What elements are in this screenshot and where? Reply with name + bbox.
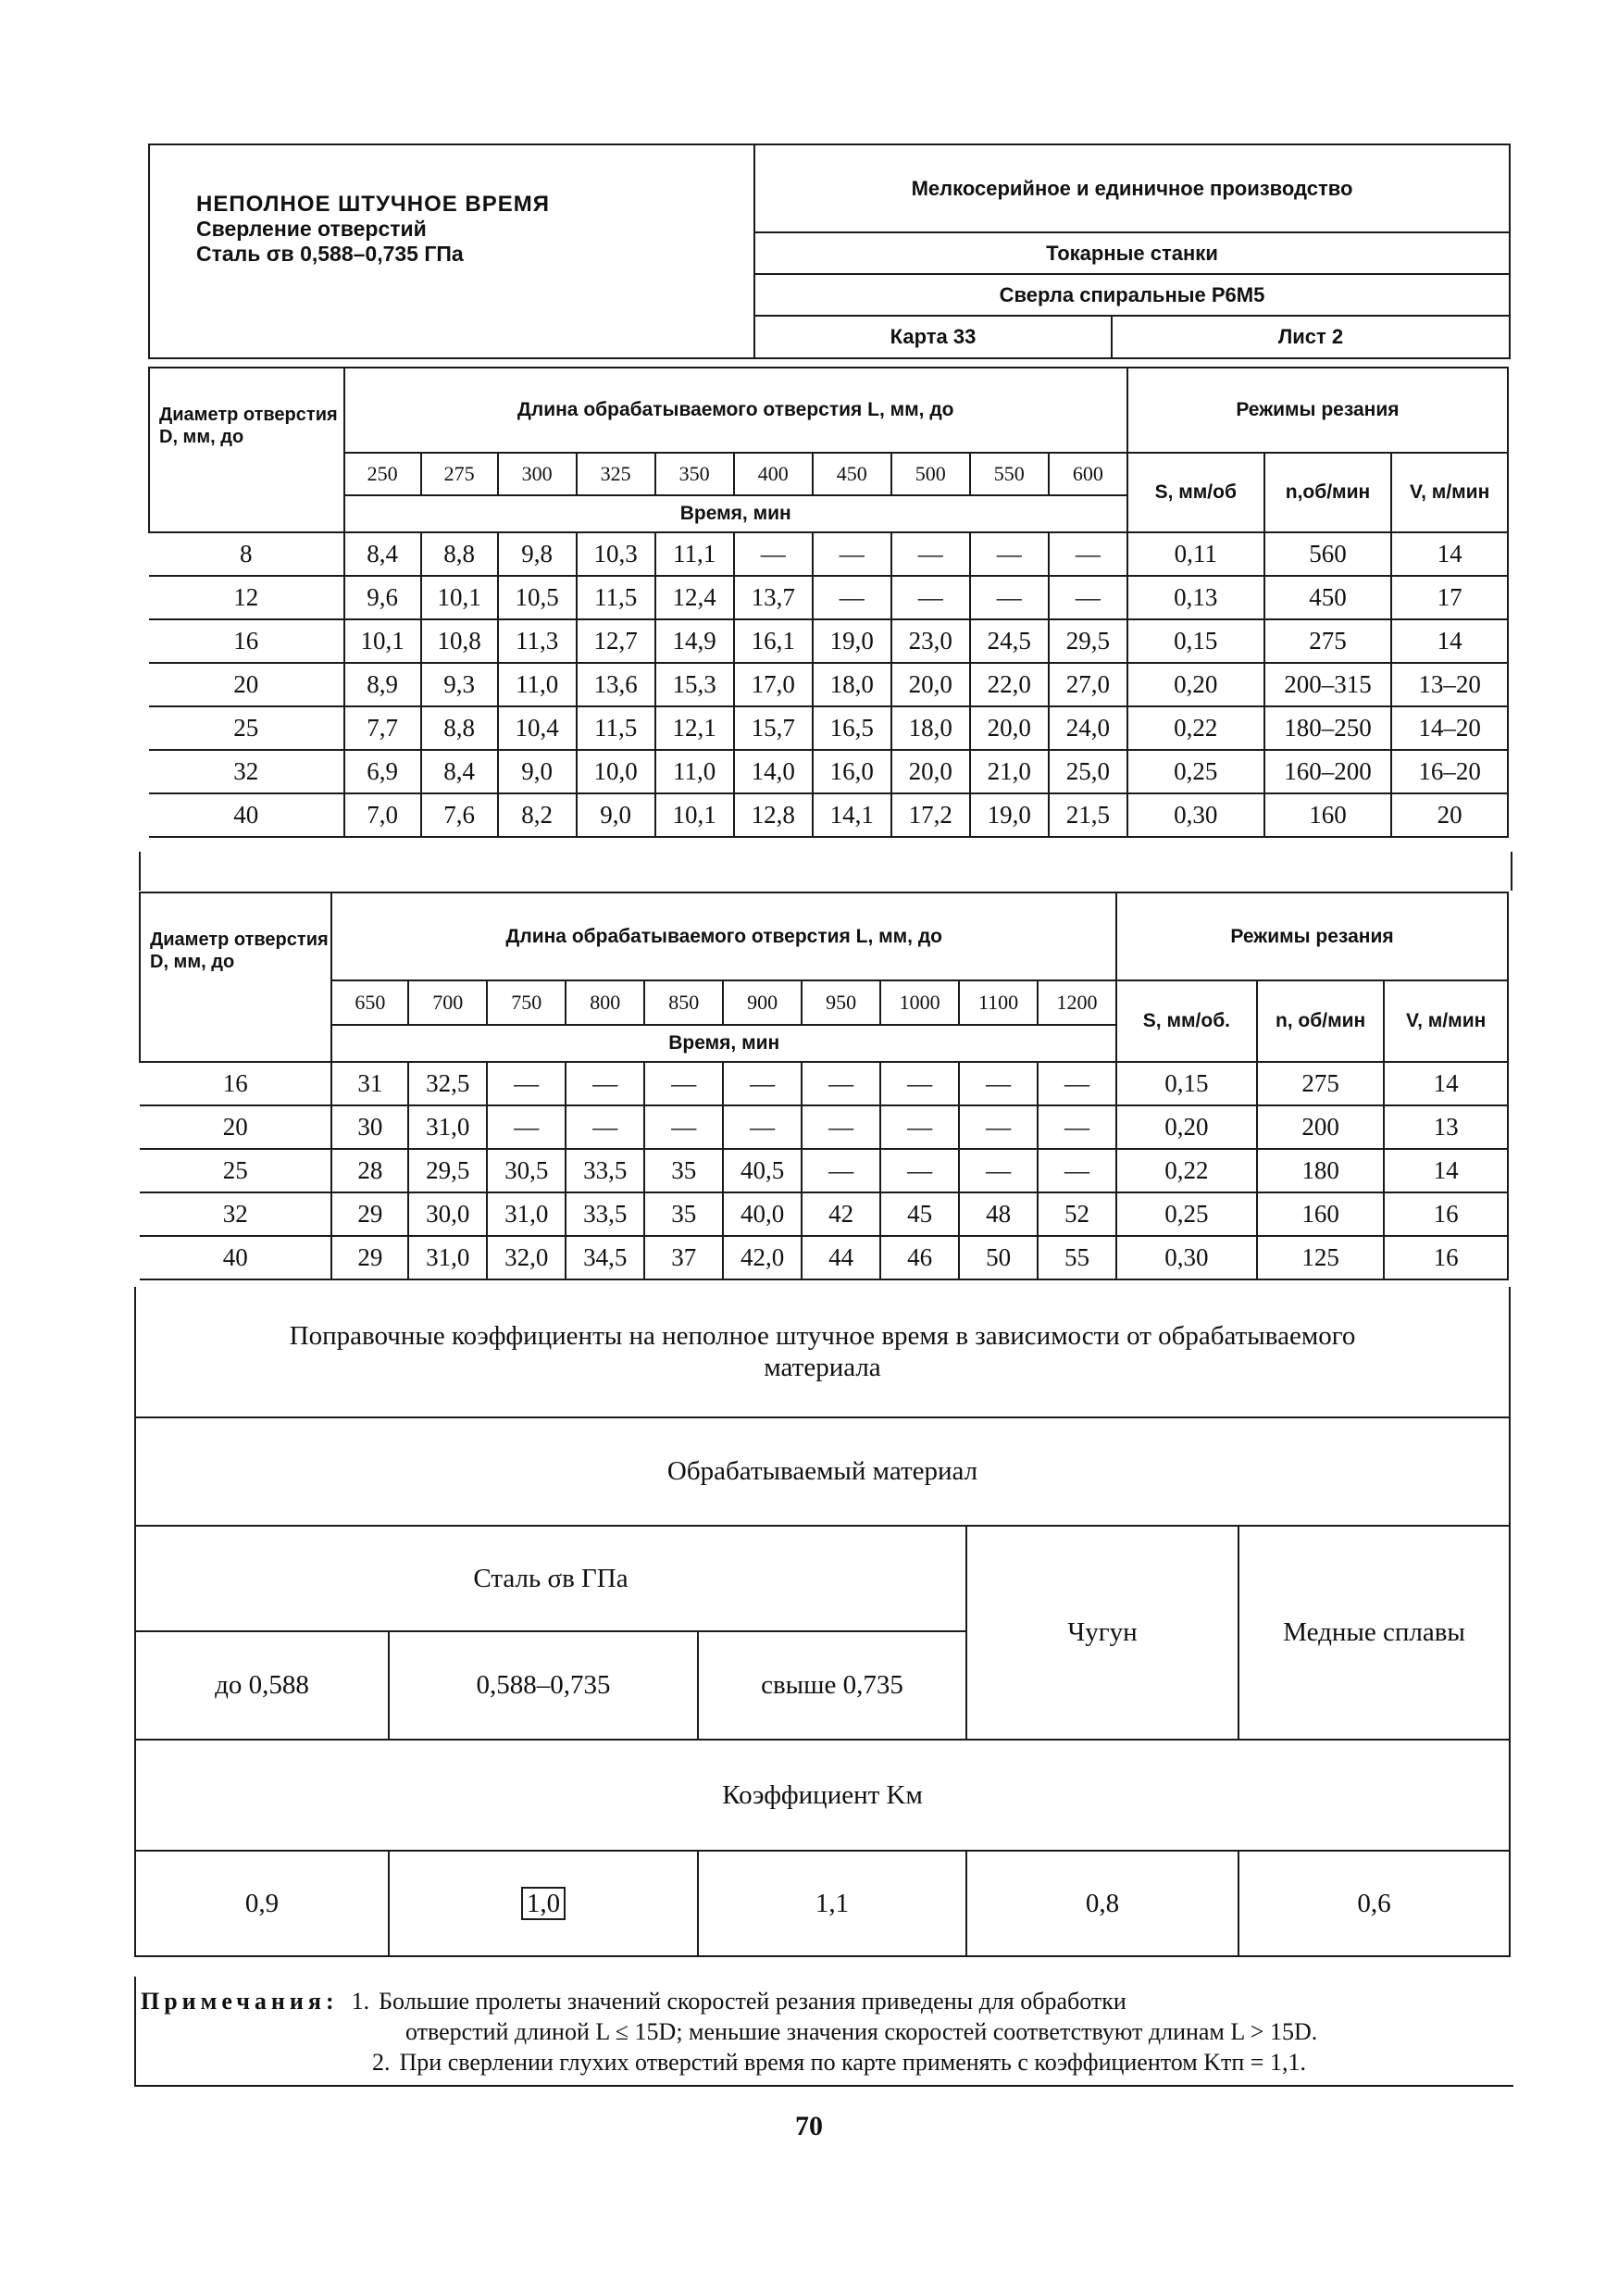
time-cell: 42 [802, 1192, 880, 1236]
time-cell: 14,0 [734, 750, 813, 793]
time-cell: — [566, 1105, 644, 1149]
diameter-cell: 25 [140, 1149, 331, 1192]
time-cell: — [880, 1062, 959, 1105]
time-cell: 10,1 [421, 576, 498, 619]
diameter-cell: 32 [140, 1192, 331, 1236]
time-cell: 8,4 [344, 532, 421, 576]
time-cell: 45 [880, 1192, 959, 1236]
length-col: 300 [498, 453, 577, 495]
mode-cell: 20 [1391, 793, 1508, 837]
sheet-number: Лист 2 [1112, 316, 1510, 358]
time-cell: 15,7 [734, 706, 813, 750]
time-cell: 9,0 [577, 793, 655, 837]
mode-cell: 0,15 [1116, 1062, 1257, 1105]
feed-col: S, мм/об. [1116, 980, 1257, 1062]
diameter-cell: 16 [140, 1062, 331, 1105]
note-1-line-1: Большие пролеты значений скоростей резания приведены для обработки [379, 1988, 1126, 2015]
mode-cell: 14 [1391, 619, 1508, 663]
length-col: 1100 [959, 980, 1038, 1025]
time-cell: — [1038, 1105, 1116, 1149]
time-cell: 12,4 [655, 576, 734, 619]
time-cell: — [723, 1062, 802, 1105]
mode-cell: 0,20 [1116, 1105, 1257, 1149]
mode-cell: 13 [1384, 1105, 1508, 1149]
mode-cell: 160 [1257, 1192, 1385, 1236]
time-cell: 10,1 [344, 619, 421, 663]
time-cell: 33,5 [566, 1149, 644, 1192]
mode-cell: 0,13 [1127, 576, 1264, 619]
time-cell: 16,0 [813, 750, 891, 793]
steel-col: 0,588–0,735 [389, 1631, 698, 1740]
time-cell: 44 [802, 1236, 880, 1279]
time-cell: 16,5 [813, 706, 891, 750]
time-cell: 7,6 [421, 793, 498, 837]
time-cell: 8,2 [498, 793, 577, 837]
table-row [149, 576, 1508, 619]
steel-col: свыше 0,735 [698, 1631, 966, 1740]
time-cell: 17,2 [891, 793, 970, 837]
coef-title: Поправочные коэффициенты на неполное штучное время в зависимости от обрабатываемого материала [135, 1287, 1510, 1417]
diameter-header: Диаметр отверстия D, мм, до [149, 368, 344, 532]
length-col: 850 [644, 980, 723, 1025]
coef-value: 0,6 [1238, 1851, 1510, 1956]
time-cell: 19,0 [813, 619, 891, 663]
table-row [149, 706, 1508, 750]
mode-cell: 200–315 [1264, 663, 1392, 706]
time-cell: — [813, 532, 891, 576]
length-col: 900 [723, 980, 802, 1025]
time-cell: 11,5 [577, 576, 655, 619]
time-cell: 29,5 [1049, 619, 1127, 663]
mode-cell: 0,25 [1116, 1192, 1257, 1236]
time-cell: 18,0 [813, 663, 891, 706]
time-cell: 12,1 [655, 706, 734, 750]
time-cell: 6,9 [344, 750, 421, 793]
time-cell: 9,0 [498, 750, 577, 793]
time-cell: 11,0 [498, 663, 577, 706]
mode-cell: 0,15 [1127, 619, 1264, 663]
time-cell: 29 [331, 1236, 408, 1279]
diameter-cell: 40 [140, 1236, 331, 1279]
length-col: 950 [802, 980, 880, 1025]
time-cell: 21,5 [1049, 793, 1127, 837]
time-cell: 40,0 [723, 1192, 802, 1236]
modes-header: Режимы резания [1116, 892, 1508, 980]
speed-col: V, м/мин [1391, 453, 1508, 532]
time-cell: 30,5 [487, 1149, 566, 1192]
time-cell: 37 [644, 1236, 723, 1279]
time-cell: 20,0 [891, 750, 970, 793]
machine-type: Токарные станки [754, 232, 1510, 274]
time-cell: 28 [331, 1149, 408, 1192]
time-cell: — [959, 1062, 1038, 1105]
diameter-header: Диаметр отверстия D, мм, до [140, 892, 331, 1062]
page-number: 70 [795, 2111, 823, 2141]
diameter-cell: 40 [149, 793, 344, 837]
time-cell: 9,3 [421, 663, 498, 706]
length-col: 1000 [880, 980, 959, 1025]
diameter-cell: 32 [149, 750, 344, 793]
length-col: 250 [344, 453, 421, 495]
copper-header: Медные сплавы [1238, 1526, 1510, 1740]
length-col: 1200 [1038, 980, 1116, 1025]
time-cell: 19,0 [970, 793, 1049, 837]
time-cell: 7,7 [344, 706, 421, 750]
mode-cell: 560 [1264, 532, 1392, 576]
header-title-block [149, 144, 754, 358]
time-cell: — [970, 576, 1049, 619]
diameter-cell: 20 [149, 663, 344, 706]
coef-value: 1,0 [521, 1887, 566, 1920]
time-cell: 10,4 [498, 706, 577, 750]
time-cell: 17,0 [734, 663, 813, 706]
length-col: 325 [577, 453, 655, 495]
time-cell: 31,0 [487, 1192, 566, 1236]
diameter-cell: 12 [149, 576, 344, 619]
time-cell: — [644, 1105, 723, 1149]
table-row [140, 1236, 1508, 1279]
card-number: Карта 33 [754, 316, 1112, 358]
time-table-1 [148, 367, 1509, 838]
table-row [149, 793, 1508, 837]
time-cell: 7,0 [344, 793, 421, 837]
time-cell: — [644, 1062, 723, 1105]
time-cell: — [880, 1149, 959, 1192]
time-cell: 31,0 [408, 1105, 487, 1149]
time-cell: 24,0 [1049, 706, 1127, 750]
time-cell: 16,1 [734, 619, 813, 663]
time-cell: 22,0 [970, 663, 1049, 706]
time-cell: 9,8 [498, 532, 577, 576]
length-col: 275 [421, 453, 498, 495]
time-cell: 27,0 [1049, 663, 1127, 706]
time-cell: 11,5 [577, 706, 655, 750]
table-gap [139, 852, 1512, 891]
tool-type: Сверла спиральные Р6М5 [754, 274, 1510, 316]
time-header: Время, мин [331, 1025, 1116, 1062]
table-row [140, 1192, 1508, 1236]
time-cell: 29,5 [408, 1149, 487, 1192]
length-header: Длина обрабатываемого отверстия L, мм, до [331, 892, 1116, 980]
time-cell: 46 [880, 1236, 959, 1279]
time-cell: 48 [959, 1192, 1038, 1236]
time-cell: 8,9 [344, 663, 421, 706]
notes-block [134, 1977, 1513, 2087]
rpm-col: n, об/мин [1257, 980, 1385, 1062]
time-cell: 50 [959, 1236, 1038, 1279]
mode-cell: 16 [1384, 1236, 1508, 1279]
mode-cell: 125 [1257, 1236, 1385, 1279]
time-cell: 10,1 [655, 793, 734, 837]
time-cell: — [959, 1149, 1038, 1192]
mode-cell: 180–250 [1264, 706, 1392, 750]
time-cell: 21,0 [970, 750, 1049, 793]
table-row [149, 663, 1508, 706]
time-cell: 8,4 [421, 750, 498, 793]
length-col: 800 [566, 980, 644, 1025]
mode-cell: 0,30 [1127, 793, 1264, 837]
notes-label: Примечания: [141, 1988, 339, 2015]
time-cell: 8,8 [421, 706, 498, 750]
time-cell: — [1049, 576, 1127, 619]
time-cell: 20,0 [891, 663, 970, 706]
time-cell: 11,1 [655, 532, 734, 576]
time-cell: 12,7 [577, 619, 655, 663]
time-cell: — [891, 576, 970, 619]
mode-cell: 200 [1257, 1105, 1385, 1149]
time-cell: 35 [644, 1192, 723, 1236]
time-cell: 20,0 [970, 706, 1049, 750]
time-cell: 9,6 [344, 576, 421, 619]
table-row [149, 619, 1508, 663]
table-row [140, 1062, 1508, 1105]
material-header: Обрабатываемый материал [135, 1417, 1510, 1526]
time-cell: 14,1 [813, 793, 891, 837]
coef-value: 0,9 [135, 1851, 389, 1956]
time-cell: — [487, 1062, 566, 1105]
time-cell: — [1038, 1062, 1116, 1105]
time-cell: 12,8 [734, 793, 813, 837]
time-header: Время, мин [344, 495, 1127, 532]
note-1-line-2: отверстий длиной L ≤ 15D; меньшие значения скоростей соответствуют длинам L > 15D. [405, 2018, 1318, 2045]
table-row [149, 532, 1508, 576]
time-cell: 11,0 [655, 750, 734, 793]
time-cell: 42,0 [723, 1236, 802, 1279]
mode-cell: 0,25 [1127, 750, 1264, 793]
rpm-col: n,об/мин [1264, 453, 1392, 532]
table-2-body [140, 1062, 1508, 1279]
diameter-cell: 20 [140, 1105, 331, 1149]
time-cell: — [723, 1105, 802, 1149]
length-col: 550 [970, 453, 1049, 495]
card-header [148, 144, 1511, 359]
length-header: Длина обрабатываемого отверстия L, мм, до [344, 368, 1127, 453]
coef-header: Коэффициент Kм [135, 1740, 1510, 1851]
mode-cell: 17 [1391, 576, 1508, 619]
time-cell: 31,0 [408, 1236, 487, 1279]
mode-cell: 0,22 [1127, 706, 1264, 750]
time-cell: — [1049, 532, 1127, 576]
table-row [149, 750, 1508, 793]
length-col: 400 [734, 453, 813, 495]
time-cell: — [891, 532, 970, 576]
note-1-number: 1. [351, 1988, 370, 2015]
length-col: 700 [408, 980, 487, 1025]
time-cell: — [566, 1062, 644, 1105]
time-cell: 10,8 [421, 619, 498, 663]
mode-cell: 0,30 [1116, 1236, 1257, 1279]
diameter-cell: 16 [149, 619, 344, 663]
time-cell: — [970, 532, 1049, 576]
mode-cell: 180 [1257, 1149, 1385, 1192]
cast-iron-header: Чугун [966, 1526, 1238, 1740]
length-col: 500 [891, 453, 970, 495]
mode-cell: 275 [1264, 619, 1392, 663]
time-table-2 [139, 892, 1509, 1280]
time-cell: 29 [331, 1192, 408, 1236]
time-cell: 10,5 [498, 576, 577, 619]
time-cell: 15,3 [655, 663, 734, 706]
length-col: 750 [487, 980, 566, 1025]
time-cell: 32,0 [487, 1236, 566, 1279]
time-cell: — [802, 1105, 880, 1149]
time-cell: — [487, 1105, 566, 1149]
diameter-cell: 8 [149, 532, 344, 576]
time-cell: 30,0 [408, 1192, 487, 1236]
coef-value: 0,8 [966, 1851, 1238, 1956]
time-cell: 13,6 [577, 663, 655, 706]
table-row [140, 1149, 1508, 1192]
mode-cell: 160–200 [1264, 750, 1392, 793]
material-subtitle: Сталь σв 0,588–0,735 ГПа [196, 242, 464, 266]
length-col: 650 [331, 980, 408, 1025]
operation-subtitle: Сверление отверстий [196, 217, 427, 241]
time-cell: — [1038, 1149, 1116, 1192]
time-cell: 13,7 [734, 576, 813, 619]
mode-cell: 14 [1391, 532, 1508, 576]
diameter-cell: 25 [149, 706, 344, 750]
time-cell: — [802, 1149, 880, 1192]
time-cell: 18,0 [891, 706, 970, 750]
time-cell: — [959, 1105, 1038, 1149]
production-type: Мелкосерийное и единичное производство [754, 144, 1510, 232]
time-cell: — [734, 532, 813, 576]
time-cell: 33,5 [566, 1192, 644, 1236]
time-cell: 14,9 [655, 619, 734, 663]
time-cell: 30 [331, 1105, 408, 1149]
correction-coefficients-table [134, 1287, 1511, 1957]
mode-cell: 275 [1257, 1062, 1385, 1105]
mode-cell: 16 [1384, 1192, 1508, 1236]
mode-cell: 13–20 [1391, 663, 1508, 706]
steel-header: Сталь σв ГПа [135, 1526, 966, 1631]
time-cell: 52 [1038, 1192, 1116, 1236]
mode-cell: 14 [1384, 1149, 1508, 1192]
mode-cell: 0,11 [1127, 532, 1264, 576]
mode-cell: 14 [1384, 1062, 1508, 1105]
time-cell: 31 [331, 1062, 408, 1105]
note-2-text: При сверлении глухих отверстий время по карте применять с коэффициентом Kтп = 1,1. [399, 2049, 1306, 2076]
length-col: 350 [655, 453, 734, 495]
mode-cell: 0,22 [1116, 1149, 1257, 1192]
mode-cell: 14–20 [1391, 706, 1508, 750]
time-cell: 11,3 [498, 619, 577, 663]
time-cell: 32,5 [408, 1062, 487, 1105]
time-cell: 8,8 [421, 532, 498, 576]
mode-cell: 160 [1264, 793, 1392, 837]
time-cell: 23,0 [891, 619, 970, 663]
time-cell: — [813, 576, 891, 619]
time-cell: — [880, 1105, 959, 1149]
steel-col: до 0,588 [135, 1631, 389, 1740]
feed-col: S, мм/об [1127, 453, 1264, 532]
time-cell: — [802, 1062, 880, 1105]
time-cell: 34,5 [566, 1236, 644, 1279]
table-1-body [149, 532, 1508, 837]
modes-header: Режимы резания [1127, 368, 1508, 453]
length-col: 600 [1049, 453, 1127, 495]
length-col: 450 [813, 453, 891, 495]
page-title: НЕПОЛНОЕ ШТУЧНОЕ ВРЕМЯ [196, 192, 551, 217]
table-row [140, 1105, 1508, 1149]
mode-cell: 16–20 [1391, 750, 1508, 793]
note-2-number: 2. [372, 2049, 391, 2076]
time-cell: 40,5 [723, 1149, 802, 1192]
time-cell: 24,5 [970, 619, 1049, 663]
mode-cell: 0,20 [1127, 663, 1264, 706]
time-cell: 55 [1038, 1236, 1116, 1279]
time-cell: 25,0 [1049, 750, 1127, 793]
mode-cell: 450 [1264, 576, 1392, 619]
coef-value-cell [389, 1851, 698, 1956]
coef-value: 1,1 [698, 1851, 966, 1956]
time-cell: 10,0 [577, 750, 655, 793]
time-cell: 35 [644, 1149, 723, 1192]
speed-col: V, м/мин [1384, 980, 1508, 1062]
time-cell: 10,3 [577, 532, 655, 576]
